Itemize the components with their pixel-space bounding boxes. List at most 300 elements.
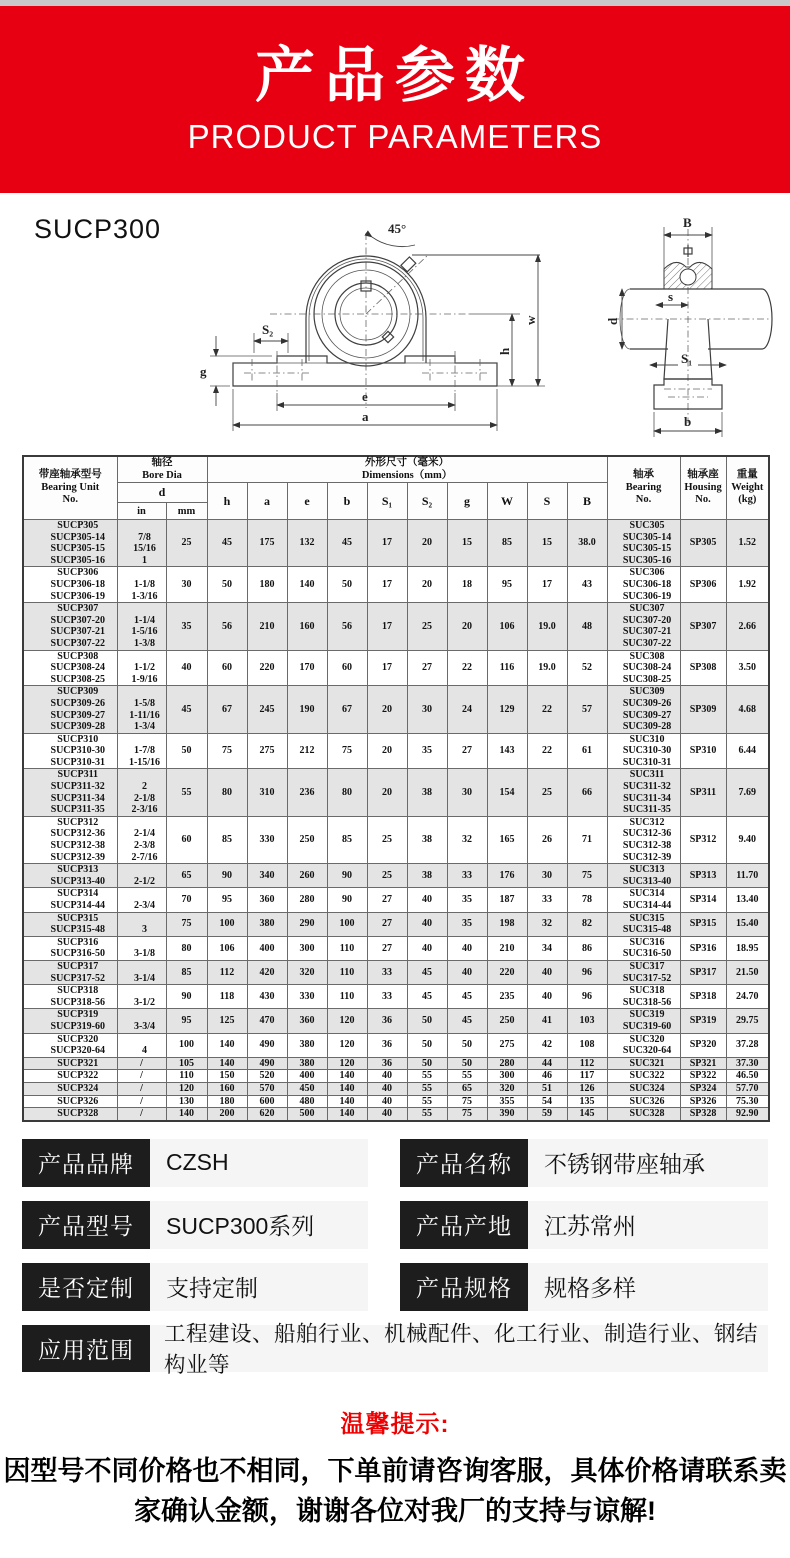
cell-dim-a: 520 — [247, 1070, 287, 1083]
cell-dim-a: 340 — [247, 864, 287, 888]
cell-dim-b: 75 — [327, 733, 367, 769]
cell-dim-S₂: 50 — [407, 1009, 447, 1033]
cell-dim-g: 65 — [447, 1082, 487, 1095]
cell-bore-in: 2 2-1/8 2-3/16 — [117, 769, 166, 816]
cell-dim-W: 198 — [487, 912, 527, 936]
cell-dim-h: 180 — [207, 1095, 247, 1108]
cell-dim-e: 280 — [287, 888, 327, 912]
spec-row-SUCP318 — [23, 985, 769, 1009]
cell-dim-h: 85 — [207, 816, 247, 863]
cell-dim-S: 33 — [527, 888, 567, 912]
info-value: 规格多样 — [528, 1263, 768, 1311]
cell-dim-e: 290 — [287, 912, 327, 936]
cell-dim-b: 90 — [327, 888, 367, 912]
cell-weight: 4.68 — [726, 686, 769, 733]
cell-dim-e: 380 — [287, 1057, 327, 1070]
spec-row-SUCP310 — [23, 733, 769, 769]
spec-row-SUCP315 — [23, 912, 769, 936]
cell-dim-h: 106 — [207, 936, 247, 960]
cell-dim-h: 140 — [207, 1057, 247, 1070]
cell-dim-W: 390 — [487, 1108, 527, 1121]
cell-dim-h: 50 — [207, 567, 247, 603]
cell-dim-S₁: 33 — [367, 985, 407, 1009]
cell-bearing-no: SUC307 SUC307-20 SUC307-21 SUC307-22 — [607, 603, 680, 650]
cell-dim-b: 120 — [327, 1009, 367, 1033]
cell-dim-e: 300 — [287, 936, 327, 960]
cell-bore-mm: 50 — [166, 733, 207, 769]
col-b: b — [327, 483, 367, 520]
cell-housing-no: SP315 — [680, 912, 726, 936]
cell-dim-h: 80 — [207, 769, 247, 816]
cell-models: SUCP306 SUCP306-18 SUCP306-19 — [23, 567, 117, 603]
cell-dim-S₂: 38 — [407, 816, 447, 863]
cell-dim-e: 160 — [287, 603, 327, 650]
cell-bearing-no: SUC315 SUC315-48 — [607, 912, 680, 936]
info-row-0 — [22, 1139, 368, 1187]
cell-dim-b: 45 — [327, 520, 367, 567]
technical-drawing — [0, 193, 790, 455]
cell-bore-in: 1-1/4 1-5/16 1-3/8 — [117, 603, 166, 650]
cell-dim-S: 17 — [527, 567, 567, 603]
cell-dim-e: 170 — [287, 650, 327, 686]
cell-dim-b: 80 — [327, 769, 367, 816]
cell-dim-g: 35 — [447, 912, 487, 936]
cell-models: SUCP312 SUCP312-36 SUCP312-38 SUCP312-39 — [23, 816, 117, 863]
cell-housing-no: SP309 — [680, 686, 726, 733]
cell-housing-no: SP312 — [680, 816, 726, 863]
cell-dim-g: 75 — [447, 1108, 487, 1121]
cell-weight: 24.70 — [726, 985, 769, 1009]
cell-dim-S₂: 55 — [407, 1108, 447, 1121]
cell-bore-mm: 65 — [166, 864, 207, 888]
cell-dim-W: 165 — [487, 816, 527, 863]
dim-s1-label: S₁ — [681, 351, 693, 366]
cell-dim-B: 117 — [567, 1070, 607, 1083]
cell-dim-B: 135 — [567, 1095, 607, 1108]
cell-dim-a: 245 — [247, 686, 287, 733]
col-bore-dia: 轴径 Bore Dia — [117, 456, 207, 483]
cell-weight: 15.40 — [726, 912, 769, 936]
cell-weight: 37.30 — [726, 1057, 769, 1070]
cell-dim-a: 620 — [247, 1108, 287, 1121]
cell-dim-S₂: 20 — [407, 567, 447, 603]
cell-models: SUCP307 SUCP307-20 SUCP307-21 SUCP307-22 — [23, 603, 117, 650]
spec-row-SUCP321 — [23, 1057, 769, 1070]
cell-bearing-no: SUC313 SUC313-40 — [607, 864, 680, 888]
cell-models: SUCP316 SUCP316-50 — [23, 936, 117, 960]
cell-dim-S₁: 33 — [367, 960, 407, 984]
cell-dim-W: 235 — [487, 985, 527, 1009]
dim-w-label: w — [523, 315, 538, 325]
cell-models: SUCP309 SUCP309-26 SUCP309-27 SUCP309-28 — [23, 686, 117, 733]
cell-dim-B: 112 — [567, 1057, 607, 1070]
cell-dim-h: 118 — [207, 985, 247, 1009]
cell-bore-in: 3-3/4 — [117, 1009, 166, 1033]
cell-bearing-no: SUC316 SUC316-50 — [607, 936, 680, 960]
spec-row-SUCP307 — [23, 603, 769, 650]
spec-row-SUCP314 — [23, 888, 769, 912]
info-label: 产品规格 — [400, 1263, 528, 1311]
cell-dim-S₁: 36 — [367, 1009, 407, 1033]
cell-housing-no: SP313 — [680, 864, 726, 888]
cell-bearing-no: SUC306 SUC306-18 SUC306-19 — [607, 567, 680, 603]
cell-models: SUCP313 SUCP313-40 — [23, 864, 117, 888]
cell-dim-S₁: 27 — [367, 936, 407, 960]
cell-dim-a: 490 — [247, 1033, 287, 1057]
cell-models: SUCP328 — [23, 1108, 117, 1121]
cell-dim-S₁: 17 — [367, 650, 407, 686]
cell-dim-S: 41 — [527, 1009, 567, 1033]
cell-bore-mm: 110 — [166, 1070, 207, 1083]
cell-weight: 13.40 — [726, 888, 769, 912]
cell-dim-g: 32 — [447, 816, 487, 863]
cell-dim-g: 45 — [447, 1009, 487, 1033]
cell-bearing-no: SUC317 SUC317-52 — [607, 960, 680, 984]
cell-bearing-no: SUC312 SUC312-36 SUC312-38 SUC312-39 — [607, 816, 680, 863]
cell-weight: 37.28 — [726, 1033, 769, 1057]
cell-dim-W: 220 — [487, 960, 527, 984]
spec-table-header — [23, 456, 769, 520]
cell-models: SUCP310 SUCP310-30 SUCP310-31 — [23, 733, 117, 769]
cell-housing-no: SP326 — [680, 1095, 726, 1108]
dim-s2-label: S₂ — [262, 322, 274, 337]
info-label-scope: 应用范围 — [22, 1325, 150, 1372]
cell-dim-S₂: 38 — [407, 769, 447, 816]
cell-weight: 2.66 — [726, 603, 769, 650]
cell-weight: 1.92 — [726, 567, 769, 603]
cell-dim-W: 176 — [487, 864, 527, 888]
col-weight: 重量 Weight (kg) — [726, 456, 769, 520]
col-d: d — [117, 483, 207, 503]
info-row-2 — [22, 1201, 368, 1249]
cell-bore-mm: 30 — [166, 567, 207, 603]
cell-dim-g: 24 — [447, 686, 487, 733]
drawing-model-label: SUCP300 — [34, 214, 162, 244]
cell-models: SUCP315 SUCP315-48 — [23, 912, 117, 936]
info-label: 是否定制 — [22, 1263, 150, 1311]
cell-dim-h: 60 — [207, 650, 247, 686]
cell-bearing-no: SUC324 — [607, 1082, 680, 1095]
cell-dim-B: 43 — [567, 567, 607, 603]
cell-bore-mm: 40 — [166, 650, 207, 686]
cell-weight: 18.95 — [726, 936, 769, 960]
cell-weight: 11.70 — [726, 864, 769, 888]
cell-dim-e: 140 — [287, 567, 327, 603]
cell-dim-a: 400 — [247, 936, 287, 960]
cell-dim-a: 470 — [247, 1009, 287, 1033]
cell-dim-b: 120 — [327, 1033, 367, 1057]
cell-dim-h: 100 — [207, 912, 247, 936]
cell-dim-h: 67 — [207, 686, 247, 733]
spec-row-SUCP326 — [23, 1095, 769, 1108]
cell-bore-mm: 25 — [166, 520, 207, 567]
cell-models: SUCP319 SUCP319-60 — [23, 1009, 117, 1033]
cell-dim-a: 330 — [247, 816, 287, 863]
col-a: a — [247, 483, 287, 520]
cell-dim-S₁: 27 — [367, 912, 407, 936]
cell-models: SUCP311 SUCP311-32 SUCP311-34 SUCP311-35 — [23, 769, 117, 816]
spec-row-SUCP312 — [23, 816, 769, 863]
cell-dim-S: 19.0 — [527, 603, 567, 650]
cell-dim-b: 110 — [327, 985, 367, 1009]
cell-dim-a: 380 — [247, 912, 287, 936]
cell-dim-g: 20 — [447, 603, 487, 650]
cell-dim-B: 48 — [567, 603, 607, 650]
col-h: h — [207, 483, 247, 520]
cell-dim-S: 26 — [527, 816, 567, 863]
cell-weight: 46.50 — [726, 1070, 769, 1083]
cell-bore-in: 1-1/8 1-3/16 — [117, 567, 166, 603]
banner-title-en: PRODUCT PARAMETERS — [187, 118, 603, 155]
cell-dim-a: 600 — [247, 1095, 287, 1108]
cell-models: SUCP326 — [23, 1095, 117, 1108]
cell-dim-h: 200 — [207, 1108, 247, 1121]
cell-bore-mm: 90 — [166, 985, 207, 1009]
cell-weight: 21.50 — [726, 960, 769, 984]
cell-dim-b: 67 — [327, 686, 367, 733]
cell-dim-a: 430 — [247, 985, 287, 1009]
cell-dim-b: 60 — [327, 650, 367, 686]
col-B: B — [567, 483, 607, 520]
cell-dim-a: 360 — [247, 888, 287, 912]
cell-dim-S: 25 — [527, 769, 567, 816]
cell-dim-a: 175 — [247, 520, 287, 567]
cell-dim-S: 22 — [527, 733, 567, 769]
cell-dim-S₂: 30 — [407, 686, 447, 733]
info-label: 产品品牌 — [22, 1139, 150, 1187]
cell-dim-B: 71 — [567, 816, 607, 863]
cell-dim-a: 570 — [247, 1082, 287, 1095]
cell-dim-W: 320 — [487, 1082, 527, 1095]
warm-tip-line1: 因型号不同价格也不相同，下单前请咨询客服，具体价格请联系卖 — [3, 1455, 787, 1486]
dim-h-label: h — [497, 347, 512, 355]
cell-dim-B: 82 — [567, 912, 607, 936]
cell-dim-S: 19.0 — [527, 650, 567, 686]
cell-dim-h: 56 — [207, 603, 247, 650]
cell-dim-B: 61 — [567, 733, 607, 769]
cell-dim-S₁: 36 — [367, 1033, 407, 1057]
cell-bore-in: 7/8 15/16 1 — [117, 520, 166, 567]
cell-housing-no: SP318 — [680, 985, 726, 1009]
cell-dim-e: 236 — [287, 769, 327, 816]
cell-dim-S: 42 — [527, 1033, 567, 1057]
product-info-section — [0, 1122, 790, 1378]
cell-dim-b: 50 — [327, 567, 367, 603]
cell-bearing-no: SUC311 SUC311-32 SUC311-34 SUC311-35 — [607, 769, 680, 816]
cell-dim-S₁: 20 — [367, 733, 407, 769]
cell-dim-S₂: 50 — [407, 1057, 447, 1070]
info-grid — [22, 1139, 768, 1311]
cell-dim-S₁: 40 — [367, 1095, 407, 1108]
cell-dim-a: 275 — [247, 733, 287, 769]
cell-bore-in: / — [117, 1057, 166, 1070]
cell-dim-B: 86 — [567, 936, 607, 960]
cell-dim-b: 120 — [327, 1057, 367, 1070]
cell-bore-mm: 140 — [166, 1108, 207, 1121]
info-value: 江苏常州 — [528, 1201, 768, 1249]
cell-dim-S₁: 17 — [367, 603, 407, 650]
cell-models: SUCP314 SUCP314-44 — [23, 888, 117, 912]
cell-dim-e: 360 — [287, 1009, 327, 1033]
dim-d-label: d — [605, 317, 620, 325]
cell-dim-S: 40 — [527, 985, 567, 1009]
banner-title-zh: 产品参数 — [255, 42, 535, 109]
cell-dim-e: 500 — [287, 1108, 327, 1121]
cell-dim-B: 38.0 — [567, 520, 607, 567]
cell-dim-S₁: 20 — [367, 769, 407, 816]
cell-dim-b: 90 — [327, 864, 367, 888]
cell-housing-no: SP311 — [680, 769, 726, 816]
warm-tip-line2: 家确认金额，谢谢各位对我厂的支持与谅解! — [134, 1495, 656, 1526]
cell-dim-g: 33 — [447, 864, 487, 888]
cell-bore-in: / — [117, 1082, 166, 1095]
cell-dim-e: 450 — [287, 1082, 327, 1095]
cell-dim-g: 22 — [447, 650, 487, 686]
cell-dim-g: 50 — [447, 1033, 487, 1057]
cell-bore-in: 1-5/8 1-11/16 1-3/4 — [117, 686, 166, 733]
col-housing-no: 轴承座 Housing No. — [680, 456, 726, 520]
spec-row-SUCP322 — [23, 1070, 769, 1083]
cell-dim-e: 380 — [287, 1033, 327, 1057]
cell-bearing-no: SUC320 SUC320-64 — [607, 1033, 680, 1057]
cell-housing-no: SP310 — [680, 733, 726, 769]
cell-dim-B: 96 — [567, 960, 607, 984]
cell-weight: 9.40 — [726, 816, 769, 863]
cell-dim-S₂: 55 — [407, 1070, 447, 1083]
cell-dim-h: 160 — [207, 1082, 247, 1095]
cell-bearing-no: SUC328 — [607, 1108, 680, 1121]
cell-bearing-no: SUC305 SUC305-14 SUC305-15 SUC305-16 — [607, 520, 680, 567]
warm-tip-body — [0, 1451, 790, 1531]
cell-dim-S: 34 — [527, 936, 567, 960]
cell-dim-S: 30 — [527, 864, 567, 888]
cell-dim-S₂: 20 — [407, 520, 447, 567]
cell-dim-S: 40 — [527, 960, 567, 984]
cell-dim-B: 126 — [567, 1082, 607, 1095]
dim-a-label: a — [362, 409, 369, 424]
col-e: e — [287, 483, 327, 520]
cell-dim-W: 300 — [487, 1070, 527, 1083]
dim-e-label: e — [362, 389, 368, 404]
cell-housing-no: SP322 — [680, 1070, 726, 1083]
col-W: W — [487, 483, 527, 520]
cell-housing-no: SP317 — [680, 960, 726, 984]
dim-angle-label: 45° — [388, 221, 407, 236]
cell-dim-g: 35 — [447, 888, 487, 912]
cell-dim-S₁: 40 — [367, 1108, 407, 1121]
cell-dim-W: 143 — [487, 733, 527, 769]
cell-dim-S: 32 — [527, 912, 567, 936]
cell-dim-h: 125 — [207, 1009, 247, 1033]
cell-dim-b: 110 — [327, 936, 367, 960]
cell-bore-in: / — [117, 1095, 166, 1108]
cell-dim-h: 112 — [207, 960, 247, 984]
cell-housing-no: SP321 — [680, 1057, 726, 1070]
dim-B-label: B — [683, 215, 692, 230]
col-dimensions: 外形尺寸（毫米） Dimensions（mm） — [207, 456, 607, 483]
cell-housing-no: SP307 — [680, 603, 726, 650]
col-bearing-no: 轴承 Bearing No. — [607, 456, 680, 520]
cell-bore-mm: 85 — [166, 960, 207, 984]
cell-dim-a: 220 — [247, 650, 287, 686]
cell-dim-e: 260 — [287, 864, 327, 888]
cell-bearing-no: SUC321 — [607, 1057, 680, 1070]
cell-dim-h: 140 — [207, 1033, 247, 1057]
cell-housing-no: SP316 — [680, 936, 726, 960]
cell-dim-B: 78 — [567, 888, 607, 912]
cell-dim-h: 45 — [207, 520, 247, 567]
cell-dim-g: 55 — [447, 1070, 487, 1083]
cell-dim-B: 66 — [567, 769, 607, 816]
info-value: 支持定制 — [150, 1263, 368, 1311]
spec-row-SUCP308 — [23, 650, 769, 686]
cell-bore-mm: 130 — [166, 1095, 207, 1108]
cell-dim-g: 15 — [447, 520, 487, 567]
cell-dim-a: 310 — [247, 769, 287, 816]
cell-housing-no: SP314 — [680, 888, 726, 912]
cell-dim-S: 22 — [527, 686, 567, 733]
cell-bore-in: / — [117, 1108, 166, 1121]
bearing-diagram — [0, 193, 790, 455]
cell-dim-e: 250 — [287, 816, 327, 863]
cell-weight: 29.75 — [726, 1009, 769, 1033]
cell-dim-W: 95 — [487, 567, 527, 603]
cell-bore-mm: 95 — [166, 1009, 207, 1033]
cell-dim-W: 250 — [487, 1009, 527, 1033]
cell-models: SUCP324 — [23, 1082, 117, 1095]
cell-dim-W: 129 — [487, 686, 527, 733]
cell-models: SUCP305 SUCP305-14 SUCP305-15 SUCP305-16 — [23, 520, 117, 567]
info-label: 产品名称 — [400, 1139, 528, 1187]
cell-dim-g: 27 — [447, 733, 487, 769]
cell-bore-in: 4 — [117, 1033, 166, 1057]
cell-weight: 7.69 — [726, 769, 769, 816]
cell-models: SUCP322 — [23, 1070, 117, 1083]
cell-dim-S₁: 40 — [367, 1070, 407, 1083]
cell-dim-e: 132 — [287, 520, 327, 567]
cell-dim-S₂: 38 — [407, 864, 447, 888]
cell-bore-in: / — [117, 1070, 166, 1083]
cell-weight: 6.44 — [726, 733, 769, 769]
cell-bore-mm: 80 — [166, 936, 207, 960]
dim-s-label: s — [668, 289, 674, 304]
cell-dim-W: 154 — [487, 769, 527, 816]
spec-row-SUCP313 — [23, 864, 769, 888]
cell-dim-b: 140 — [327, 1095, 367, 1108]
cell-bore-in: 3-1/2 — [117, 985, 166, 1009]
cell-dim-g: 40 — [447, 960, 487, 984]
cell-models: SUCP321 — [23, 1057, 117, 1070]
cell-dim-S: 15 — [527, 520, 567, 567]
cell-bore-mm: 55 — [166, 769, 207, 816]
cell-dim-e: 480 — [287, 1095, 327, 1108]
cell-bore-mm: 45 — [166, 686, 207, 733]
spec-table — [22, 455, 770, 1122]
cell-dim-W: 116 — [487, 650, 527, 686]
info-row-scope — [22, 1322, 768, 1378]
cell-dim-B: 108 — [567, 1033, 607, 1057]
cell-bore-mm: 105 — [166, 1057, 207, 1070]
cell-dim-S₁: 40 — [367, 1082, 407, 1095]
cell-housing-no: SP308 — [680, 650, 726, 686]
info-row-4 — [22, 1263, 368, 1311]
cell-bearing-no: SUC322 — [607, 1070, 680, 1083]
spec-row-SUCP316 — [23, 936, 769, 960]
spec-row-SUCP320 — [23, 1033, 769, 1057]
info-row-1 — [400, 1139, 768, 1187]
cell-bore-in: 2-1/4 2-3/8 2-7/16 — [117, 816, 166, 863]
cell-housing-no: SP305 — [680, 520, 726, 567]
